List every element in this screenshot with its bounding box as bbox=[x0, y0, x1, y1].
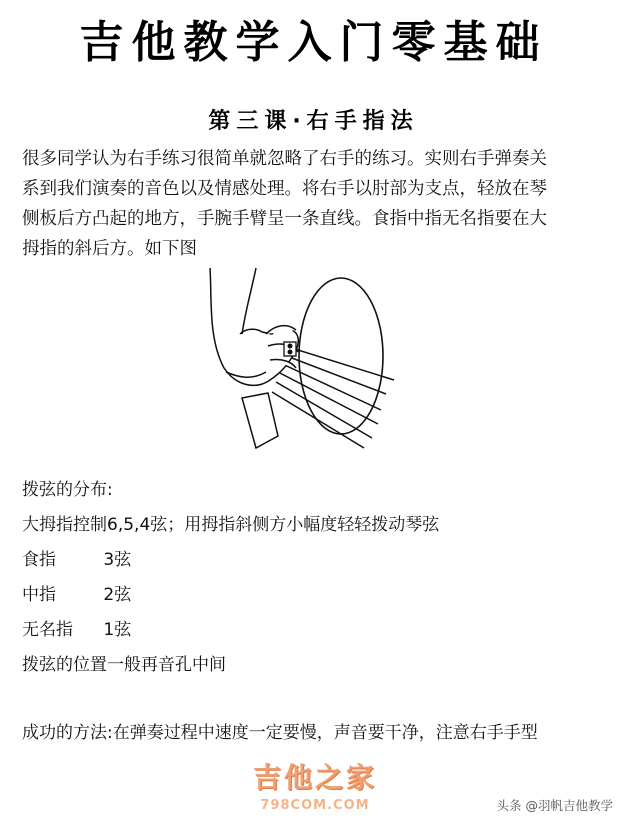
distribution-heading: 拨弦的分布: bbox=[22, 480, 113, 500]
hand-shape bbox=[210, 268, 298, 385]
intro-paragraph bbox=[22, 144, 597, 264]
intro-line: 很多同学认为右手练习很简单就忽略了右手的练习。实则右手弹奏关 bbox=[22, 149, 547, 169]
finger-strings: 2弦 bbox=[103, 585, 132, 605]
finger-strings: 1弦 bbox=[103, 620, 132, 640]
finger-strings: 3弦 bbox=[103, 550, 132, 570]
finger-row-middle bbox=[22, 580, 131, 605]
page-title: 吉他教学入门零基础 bbox=[79, 17, 548, 68]
intro-line: 侧板后方凸起的地方，手腕手臂呈一条直线。食指中指无名指要在大 bbox=[22, 209, 547, 229]
finger-name: 食指 bbox=[22, 550, 56, 570]
bracket-shape bbox=[242, 393, 278, 448]
finger-name: 无名指 bbox=[22, 620, 73, 640]
finger-row-ring bbox=[22, 615, 131, 640]
watermark-url: 798COM.COM bbox=[260, 798, 370, 813]
right-hand-guitar-illustration bbox=[196, 268, 426, 463]
watermark-name: 吉他之家 bbox=[252, 761, 377, 794]
plucking-position: 拨弦的位置一般再音孔中间 bbox=[22, 655, 226, 675]
thumb-instruction: 大拇指控制6,5,4弦；用拇指斜侧方小幅度轻轻拨动琴弦 bbox=[22, 515, 440, 535]
finger-name: 中指 bbox=[22, 585, 56, 605]
intro-line: 拇指的斜后方。如下图 bbox=[22, 239, 197, 259]
sound-hole bbox=[299, 278, 383, 434]
lesson-title: 第三课·右手指法 bbox=[208, 109, 419, 134]
method-line: 成功的方法:在弹奏过程中速度一定要慢，声音要干净，注意右手手型 bbox=[22, 723, 538, 743]
intro-line: 系到我们演奏的音色以及情感处理。将右手以肘部为支点，轻放在琴 bbox=[22, 179, 547, 199]
watermark-logo bbox=[240, 756, 390, 813]
finger-row-index bbox=[22, 545, 131, 570]
author-credit: 头条 @羽帆吉他教学 bbox=[496, 798, 613, 813]
